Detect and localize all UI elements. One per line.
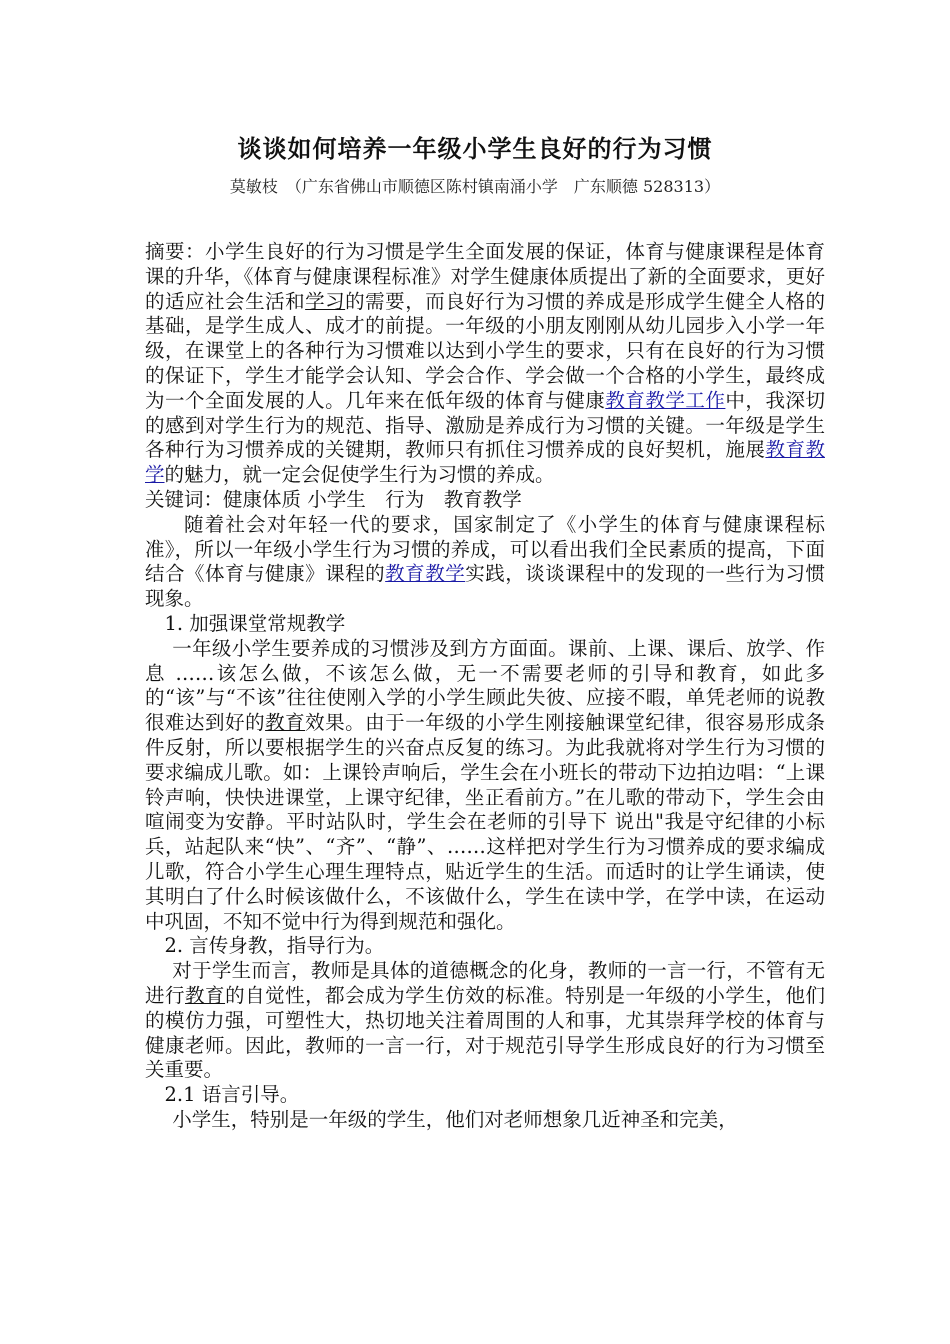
section2-text: 对于学生而言，教师是具体的道德概念的化身，教师的一言一行，不管有无进行: [145, 959, 825, 1007]
link-teaching-work[interactable]: 教育教学工作: [605, 388, 726, 412]
link-teaching-practice[interactable]: 教育教学: [385, 562, 466, 586]
section2-heading: 2. 言传身教，指导行为。: [164, 934, 385, 958]
section1-text: 一年级小学生要养成的习惯涉及到方方面面。课前、上课、课后、放学、作息 ……该怎么做，不该怎么做，无一不需要老师的引导和教育，如此多的“该”与“不该”往往使刚入学的小学生顾此失彼、应接不暇，单凭老师的说教很难达到好的: [145, 636, 825, 735]
section21-heading: 2.1 语言引导。: [164, 1083, 300, 1107]
abstract-paragraph: [145, 240, 825, 488]
link-teaching[interactable]: 教育教学: [145, 438, 825, 487]
section1-heading: 1. 加强课堂常规教学: [164, 611, 346, 635]
abstract-text: 的需要，而良好行为习惯的养成是形成学生健全人格的基础，是学生成人、成才的前提。一年级的小朋友刚刚从幼儿园步入小学一年级，在课堂上的各种行为习惯难以达到小学生的要求，只有在良好的行为习惯的保证下，学生才能学会认知、学会合作、学会做一个合格的小学生，最终成为一个全面发展的人。几年来在低年级的体育与健康: [145, 289, 825, 412]
section1-paragraph: [145, 637, 825, 935]
section2-text: 的自觉性，都会成为学生仿效的标准。特别是一年级的小学生，他们的模仿力强，可塑性大，热切地关注着周围的人和事，尤其崇拜学校的体育与健康老师。因此，教师的一言一行，对于规范引导学生形成良好的行为习惯至关重要。: [145, 983, 825, 1082]
intro-paragraph: [145, 513, 825, 612]
document-body: [145, 240, 825, 1133]
abstract-text: 的魅力，就一定会促使学生行为习惯的养成。: [164, 463, 555, 487]
author-line: 莫敏枝 （广东省佛山市顺德区陈村镇南涌小学 广东顺德 528313）: [229, 177, 721, 196]
keywords-line: 关键词：健康体质 小学生 行为 教育教学: [145, 487, 522, 511]
intro-text: 实践，谈谈课程中的发现的一些行为习惯现象。: [145, 562, 825, 611]
section2-underlined-term: 教育: [185, 983, 226, 1007]
document-title: 谈谈如何培养一年级小学生良好的行为习惯: [237, 134, 713, 163]
section2-paragraph: [145, 959, 825, 1083]
intro-text: 随着社会对年轻一代的要求，国家制定了《小学生的体育与健康课程标准》，所以一年级小学生行为习惯的养成，可以看出我们全民素质的提高，下面结合《体育与健康》课程的: [145, 512, 825, 586]
section21-paragraph: 小学生，特别是一年级的学生，他们对老师想象几近神圣和完美，: [172, 1107, 738, 1131]
section1-underlined-term: 教育: [265, 711, 306, 735]
section1-text: 效果。由于一年级的小学生刚接触课堂纪律，很容易形成条件反射，所以要根据学生的兴奋点反复的练习。为此我就将对学生行为习惯的要求编成儿歌。如：上课铃声响后，学生会在小班长的带动下边拍边唱：“上课铃声响，快快进课堂，上课守纪律，坐正看前方。”在儿歌的带动下，学生会由喧闹变为安静。平时站队时，学生会在老师的引导下 说出"我是守纪律的小标兵，站起队来“快”、“齐”、“静”、……这样把对学生行为习惯养成的要求编成儿歌，符合小学生心理生理特点，贴近学生的生活。而适时的让学生诵读，使其明白了什么时候该做什么，不该做什么，学生在读中学，在学中读，在运动中巩固，不知不觉中行为得到规范和强化。: [145, 711, 825, 933]
abstract-text: 摘要：小学生良好的行为习惯是学生全面发展的保证，体育与健康课程是体育课的升华，《体育与健康课程标准》对学生健康体质提出了新的全面要求，更好的适应社会生活和: [145, 240, 825, 313]
abstract-underlined-term: 学习: [305, 289, 346, 313]
abstract-text: 中，我深切的感到对学生行为的规范、指导、激励是养成行为习惯的关键。一年级是学生各种行为习惯养成的关键期，教师只有抓住习惯养成的良好契机，施展: [145, 388, 825, 462]
